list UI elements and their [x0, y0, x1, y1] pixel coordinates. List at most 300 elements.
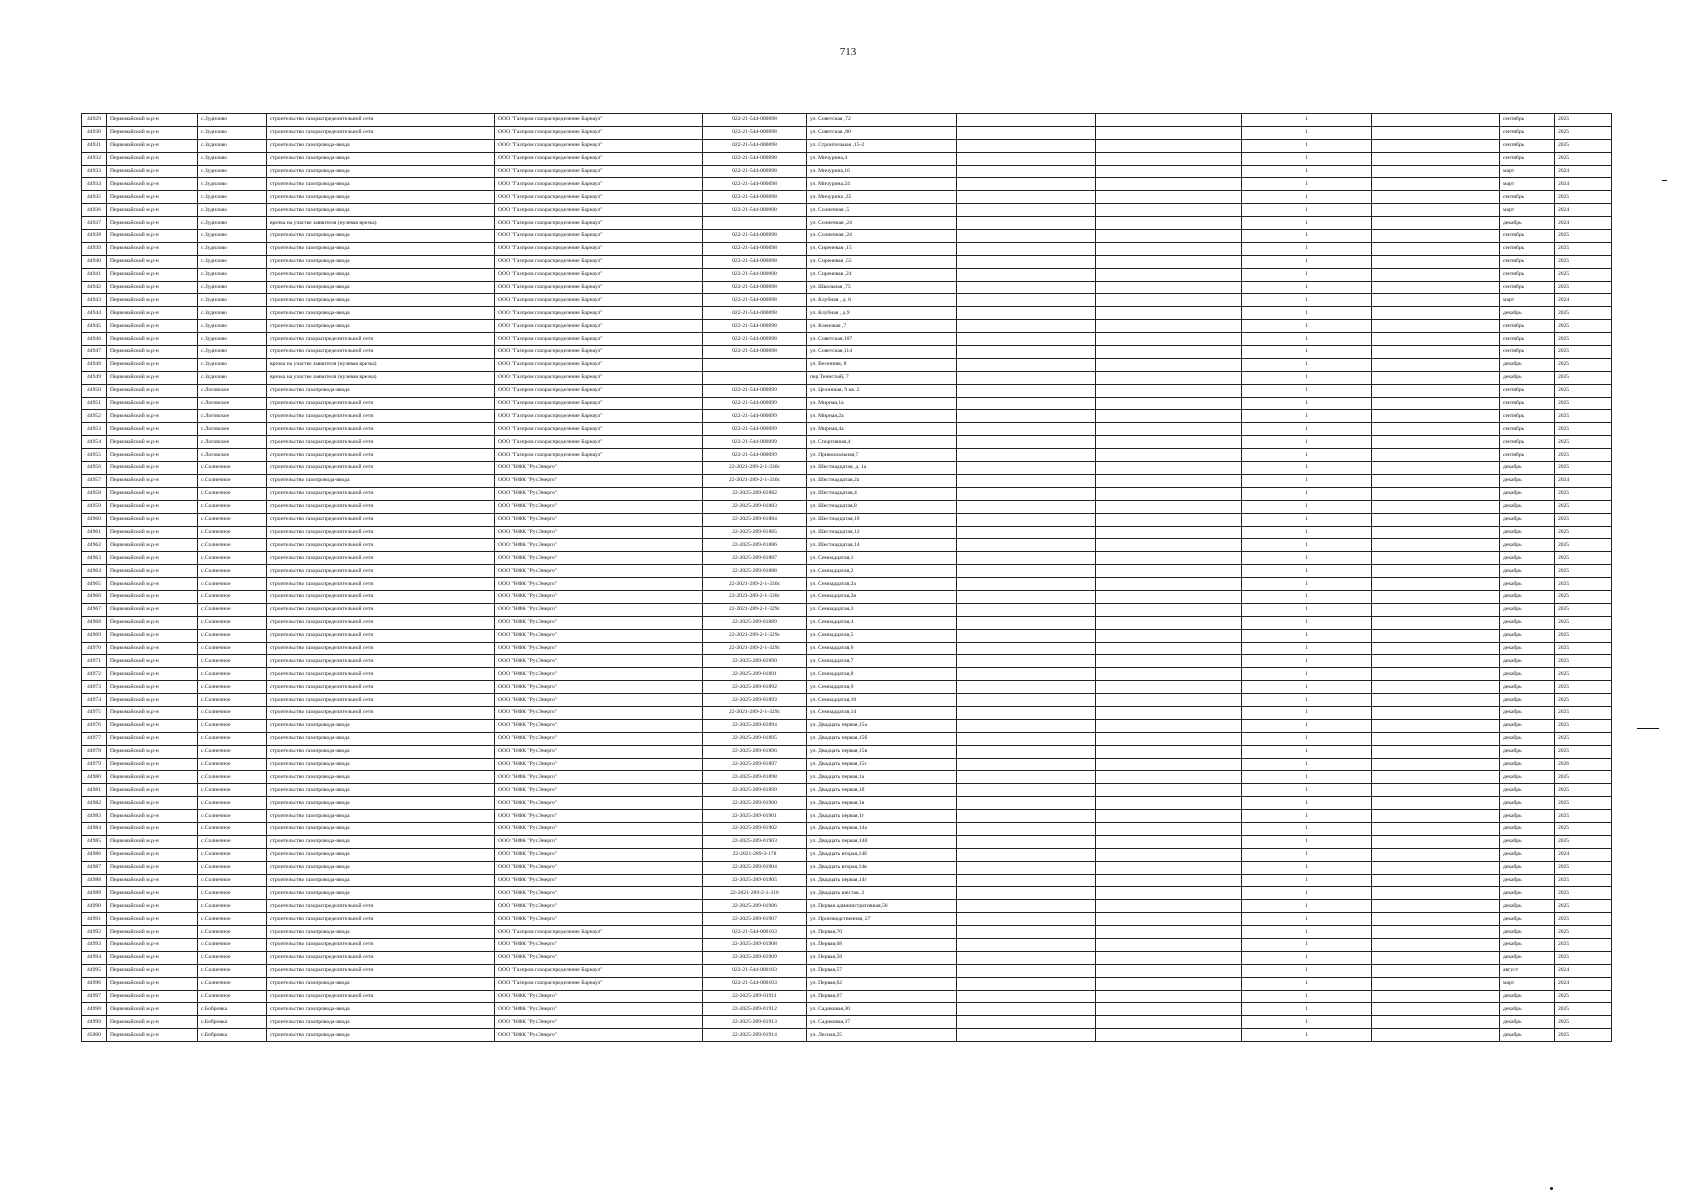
table-row [82, 745, 1612, 758]
cell-month: декабрь [1500, 513, 1555, 526]
cell-district: Первомайский м.р-н [107, 526, 198, 539]
cell-empty1 [957, 358, 1096, 371]
cell-district: Первомайский м.р-н [107, 926, 198, 939]
cell-organization: ООО "НФК "РусЭнерго" [495, 990, 703, 1003]
cell-qty: 1 [1242, 1016, 1372, 1029]
cell-empty2 [1096, 500, 1242, 513]
cell-qty: 1 [1242, 603, 1372, 616]
cell-address: ул. Семнадцатая,10 [807, 694, 957, 707]
cell-district: Первомайский м.р-н [107, 462, 198, 475]
table-row [82, 397, 1612, 410]
cell-empty1 [957, 204, 1096, 217]
cell-empty2 [1096, 603, 1242, 616]
table-row [82, 874, 1612, 887]
cell-district: Первомайский м.р-н [107, 114, 198, 127]
cell-empty3 [1372, 397, 1500, 410]
cell-locality: с.Солнечное [198, 603, 267, 616]
cell-year: 2025 [1555, 719, 1612, 732]
cell-permit: 022-21-544-000099 [703, 436, 807, 449]
cell-empty3 [1372, 913, 1500, 926]
cell-address: ул. Семнадцатая,4 [807, 616, 957, 629]
cell-district: Первомайский м.р-н [107, 165, 198, 178]
cell-num: 44935 [82, 191, 107, 204]
cell-year: 2025 [1555, 371, 1612, 384]
cell-empty1 [957, 913, 1096, 926]
cell-month: декабрь [1500, 668, 1555, 681]
cell-district: Первомайский м.р-н [107, 204, 198, 217]
cell-locality: с.Зудилово [198, 217, 267, 230]
cell-empty2 [1096, 861, 1242, 874]
table-row [82, 964, 1612, 977]
cell-num: 44930 [82, 126, 107, 139]
cell-locality: с.Зудилово [198, 230, 267, 243]
cell-month: декабрь [1500, 358, 1555, 371]
cell-month: сентябрь [1500, 346, 1555, 359]
cell-organization: ООО "НФК "РусЭнерго" [495, 629, 703, 642]
table-row [82, 474, 1612, 487]
cell-empty2 [1096, 552, 1242, 565]
cell-organization: ООО "НФК "РусЭнерго" [495, 835, 703, 848]
cell-empty1 [957, 848, 1096, 861]
cell-month: декабрь [1500, 732, 1555, 745]
cell-work: строительство газораспределительной сети [267, 964, 495, 977]
cell-empty1 [957, 178, 1096, 191]
table-row [82, 629, 1612, 642]
cell-organization: ООО "НФК "РусЭнерго" [495, 939, 703, 952]
cell-locality: с.Зудилово [198, 255, 267, 268]
cell-empty3 [1372, 114, 1500, 127]
cell-work: строительство газораспределительной сети [267, 629, 495, 642]
cell-num: 44988 [82, 874, 107, 887]
cell-work: строительство газопровода-ввода [267, 848, 495, 861]
cell-address: ул. Первая,62 [807, 977, 957, 990]
cell-work: строительство газопровода-ввода [267, 178, 495, 191]
cell-qty: 1 [1242, 217, 1372, 230]
cell-month: декабрь [1500, 951, 1555, 964]
cell-month: сентябрь [1500, 449, 1555, 462]
table-row [82, 990, 1612, 1003]
cell-month: декабрь [1500, 913, 1555, 926]
cell-year: 2025 [1555, 358, 1612, 371]
cell-month: декабрь [1500, 745, 1555, 758]
cell-locality: с.Солнечное [198, 719, 267, 732]
cell-month: сентябрь [1500, 114, 1555, 127]
cell-empty2 [1096, 358, 1242, 371]
table-row [82, 900, 1612, 913]
cell-month: сентябрь [1500, 255, 1555, 268]
cell-num: 44939 [82, 242, 107, 255]
cell-num: 44968 [82, 616, 107, 629]
cell-num: 45000 [82, 1029, 107, 1042]
cell-num: 44932 [82, 152, 107, 165]
cell-empty1 [957, 732, 1096, 745]
cell-permit: 022-21-544-000098 [703, 152, 807, 165]
cell-address: ул. Двадцать первая,15а [807, 719, 957, 732]
cell-work: строительство газораспределительной сети [267, 397, 495, 410]
cell-organization: ООО "Газпром газораспределение Барнаул" [495, 178, 703, 191]
cell-work: строительство газопровода-ввода [267, 1003, 495, 1016]
cell-work: строительство газопровода-ввода [267, 320, 495, 333]
cell-empty1 [957, 217, 1096, 230]
cell-district: Первомайский м.р-н [107, 139, 198, 152]
cell-qty: 1 [1242, 745, 1372, 758]
cell-empty1 [957, 1003, 1096, 1016]
cell-address: ул. Двадцать первая,1б [807, 784, 957, 797]
cell-organization: ООО "Газпром газораспределение Барнаул" [495, 294, 703, 307]
cell-address: ул. Двадцать первая,15в [807, 745, 957, 758]
cell-num: 44929 [82, 114, 107, 127]
cell-permit: 022-21-544-000098 [703, 139, 807, 152]
cell-num: 44947 [82, 346, 107, 359]
cell-work: строительство газопровода-ввода [267, 771, 495, 784]
cell-empty3 [1372, 1016, 1500, 1029]
cell-locality: с.Солнечное [198, 861, 267, 874]
cell-num: 44987 [82, 861, 107, 874]
table-row [82, 797, 1612, 810]
cell-empty3 [1372, 333, 1500, 346]
cell-locality: с.Солнечное [198, 732, 267, 745]
table-row [82, 436, 1612, 449]
cell-organization: ООО "НФК "РусЭнерго" [495, 616, 703, 629]
cell-address: ул. Сиреневая ,24 [807, 268, 957, 281]
cell-empty3 [1372, 719, 1500, 732]
cell-organization: ООО "НФК "РусЭнерго" [495, 822, 703, 835]
cell-locality: с.Солнечное [198, 887, 267, 900]
cell-locality: с.Логовское [198, 423, 267, 436]
cell-num: 44972 [82, 668, 107, 681]
cell-permit: 22-2025-289-01913 [703, 1016, 807, 1029]
cell-empty3 [1372, 758, 1500, 771]
table-row [82, 694, 1612, 707]
cell-permit: 22-2021-289-2-1-329с [703, 706, 807, 719]
cell-organization: ООО "Газпром газораспределение Барнаул" [495, 204, 703, 217]
cell-empty1 [957, 474, 1096, 487]
cell-address: ул. Семнадцатая,2в [807, 590, 957, 603]
cell-address: ул. Солнечная ,24 [807, 217, 957, 230]
cell-locality: с.Логовское [198, 436, 267, 449]
cell-address: ул. Двадцать первая,1а [807, 771, 957, 784]
cell-work: строительство газораспределительной сети [267, 900, 495, 913]
cell-locality: с.Солнечное [198, 835, 267, 848]
cell-organization: ООО "Газпром газораспределение Барнаул" [495, 165, 703, 178]
cell-empty2 [1096, 114, 1242, 127]
cell-empty3 [1372, 242, 1500, 255]
cell-empty2 [1096, 681, 1242, 694]
cell-organization: ООО "Газпром газораспределение Барнаул" [495, 230, 703, 243]
cell-empty1 [957, 990, 1096, 1003]
cell-district: Первомайский м.р-н [107, 784, 198, 797]
cell-work: строительство газораспределительной сети [267, 951, 495, 964]
cell-qty: 1 [1242, 642, 1372, 655]
cell-locality: с.Зудилово [198, 333, 267, 346]
cell-permit: 22-2021-289-2-1-329с [703, 603, 807, 616]
cell-locality: с.Солнечное [198, 694, 267, 707]
cell-work: врезка на участке заявителя (нулевая врезка) [267, 217, 495, 230]
table-row [82, 371, 1612, 384]
cell-empty3 [1372, 139, 1500, 152]
cell-organization: ООО "НФК "РусЭнерго" [495, 487, 703, 500]
cell-organization: ООО "Газпром газораспределение Барнаул" [495, 320, 703, 333]
cell-permit: 022-21-544-000098 [703, 268, 807, 281]
cell-qty: 1 [1242, 900, 1372, 913]
cell-permit: 022-21-544-000098 [703, 126, 807, 139]
cell-permit: 022-21-544-000098 [703, 242, 807, 255]
cell-qty: 1 [1242, 449, 1372, 462]
cell-empty3 [1372, 939, 1500, 952]
cell-qty: 1 [1242, 758, 1372, 771]
cell-empty1 [957, 745, 1096, 758]
cell-address: ул. Двадцать первая,1г [807, 810, 957, 823]
cell-qty: 1 [1242, 977, 1372, 990]
cell-empty3 [1372, 526, 1500, 539]
cell-month: декабрь [1500, 578, 1555, 591]
cell-organization: ООО "НФК "РусЭнерго" [495, 732, 703, 745]
cell-work: строительство газораспределительной сети [267, 462, 495, 475]
cell-month: декабрь [1500, 926, 1555, 939]
cell-locality: с.Зудилово [198, 242, 267, 255]
cell-permit: 22-2025-289-01888 [703, 565, 807, 578]
cell-num: 44931 [82, 139, 107, 152]
cell-district: Первомайский м.р-н [107, 822, 198, 835]
cell-empty1 [957, 900, 1096, 913]
cell-empty3 [1372, 346, 1500, 359]
cell-qty: 1 [1242, 926, 1372, 939]
cell-district: Первомайский м.р-н [107, 861, 198, 874]
cell-qty: 1 [1242, 771, 1372, 784]
cell-empty1 [957, 346, 1096, 359]
cell-locality: с.Солнечное [198, 810, 267, 823]
cell-year: 2025 [1555, 681, 1612, 694]
cell-empty2 [1096, 462, 1242, 475]
cell-year: 2026 [1555, 758, 1612, 771]
cell-locality: с.Солнечное [198, 797, 267, 810]
registry-body [82, 114, 1612, 1042]
cell-year: 2025 [1555, 139, 1612, 152]
cell-district: Первомайский м.р-н [107, 217, 198, 230]
cell-empty3 [1372, 861, 1500, 874]
cell-month: декабрь [1500, 655, 1555, 668]
cell-empty3 [1372, 539, 1500, 552]
cell-year: 2024 [1555, 848, 1612, 861]
cell-year: 2025 [1555, 990, 1612, 1003]
cell-year: 2025 [1555, 410, 1612, 423]
cell-district: Первомайский м.р-н [107, 423, 198, 436]
cell-district: Первомайский м.р-н [107, 449, 198, 462]
cell-locality: с.Солнечное [198, 642, 267, 655]
cell-qty: 1 [1242, 913, 1372, 926]
cell-empty3 [1372, 281, 1500, 294]
cell-district: Первомайский м.р-н [107, 603, 198, 616]
cell-month: декабрь [1500, 810, 1555, 823]
cell-work: строительство газопровода-ввода [267, 758, 495, 771]
cell-num: 44982 [82, 797, 107, 810]
cell-qty: 1 [1242, 423, 1372, 436]
cell-organization: ООО "Газпром газораспределение Барнаул" [495, 217, 703, 230]
cell-empty1 [957, 139, 1096, 152]
cell-organization: ООО "Газпром газораспределение Барнаул" [495, 255, 703, 268]
cell-address: ул. Мичурина,16 [807, 165, 957, 178]
cell-month: сентябрь [1500, 242, 1555, 255]
cell-district: Первомайский м.р-н [107, 178, 198, 191]
cell-address: ул. Строительная ,15-2 [807, 139, 957, 152]
cell-address: ул. Первая,57 [807, 964, 957, 977]
cell-district: Первомайский м.р-н [107, 513, 198, 526]
cell-empty1 [957, 681, 1096, 694]
table-row [82, 500, 1612, 513]
cell-locality: с.Зудилово [198, 204, 267, 217]
cell-num: 44957 [82, 474, 107, 487]
cell-empty1 [957, 487, 1096, 500]
cell-district: Первомайский м.р-н [107, 900, 198, 913]
table-row [82, 655, 1612, 668]
cell-year: 2025 [1555, 603, 1612, 616]
cell-permit: 22-2025-289-01909 [703, 951, 807, 964]
cell-permit: 22-2025-289-01892 [703, 681, 807, 694]
cell-year: 2025 [1555, 191, 1612, 204]
cell-organization: ООО "Газпром газораспределение Барнаул" [495, 436, 703, 449]
cell-month: декабрь [1500, 1016, 1555, 1029]
cell-district: Первомайский м.р-н [107, 810, 198, 823]
cell-work: строительство газораспределительной сети [267, 539, 495, 552]
cell-empty1 [957, 565, 1096, 578]
table-row [82, 191, 1612, 204]
cell-empty1 [957, 1029, 1096, 1042]
cell-empty3 [1372, 848, 1500, 861]
cell-empty1 [957, 694, 1096, 707]
cell-organization: ООО "НФК "РусЭнерго" [495, 900, 703, 913]
cell-permit: 022-21-544-000099 [703, 384, 807, 397]
cell-permit: 22-2025-289-01896 [703, 745, 807, 758]
cell-empty3 [1372, 410, 1500, 423]
table-row [82, 126, 1612, 139]
cell-locality: с.Солнечное [198, 771, 267, 784]
cell-year: 2024 [1555, 964, 1612, 977]
cell-district: Первомайский м.р-н [107, 642, 198, 655]
cell-permit: 022-21-544-000103 [703, 964, 807, 977]
cell-locality: с.Солнечное [198, 874, 267, 887]
cell-empty1 [957, 320, 1096, 333]
cell-permit: 022-21-544-000103 [703, 926, 807, 939]
cell-work: строительство газопровода-ввода [267, 732, 495, 745]
cell-qty: 1 [1242, 500, 1372, 513]
cell-district: Первомайский м.р-н [107, 281, 198, 294]
cell-empty2 [1096, 126, 1242, 139]
cell-empty2 [1096, 526, 1242, 539]
cell-address: ул. Двадцать первая,14б [807, 835, 957, 848]
table-row [82, 758, 1612, 771]
cell-qty: 1 [1242, 333, 1372, 346]
cell-qty: 1 [1242, 951, 1372, 964]
cell-num: 44941 [82, 268, 107, 281]
cell-num: 44983 [82, 810, 107, 823]
cell-empty1 [957, 114, 1096, 127]
cell-district: Первомайский м.р-н [107, 681, 198, 694]
cell-organization: ООО "НФК "РусЭнерго" [495, 590, 703, 603]
cell-address: ул. Семнадцатая,6 [807, 642, 957, 655]
cell-qty: 1 [1242, 616, 1372, 629]
cell-empty2 [1096, 152, 1242, 165]
cell-empty2 [1096, 951, 1242, 964]
cell-empty2 [1096, 990, 1242, 1003]
cell-month: сентябрь [1500, 139, 1555, 152]
cell-qty: 1 [1242, 281, 1372, 294]
cell-address: ул. Советская ,72 [807, 114, 957, 127]
cell-year: 2025 [1555, 616, 1612, 629]
cell-locality: с.Солнечное [198, 900, 267, 913]
table-row [82, 603, 1612, 616]
cell-qty: 1 [1242, 358, 1372, 371]
table-row [82, 578, 1612, 591]
cell-address: ул. Двадцать первая,15б [807, 732, 957, 745]
cell-empty2 [1096, 384, 1242, 397]
cell-qty: 1 [1242, 410, 1372, 423]
cell-organization: ООО "Газпром газораспределение Барнаул" [495, 242, 703, 255]
cell-district: Первомайский м.р-н [107, 1016, 198, 1029]
cell-year: 2025 [1555, 951, 1612, 964]
cell-permit: 22-2021-289-2-1-330с [703, 474, 807, 487]
cell-empty2 [1096, 913, 1242, 926]
cell-work: строительство газопровода-ввода [267, 255, 495, 268]
cell-address: ул. Первая,67 [807, 990, 957, 1003]
cell-empty3 [1372, 926, 1500, 939]
cell-empty2 [1096, 706, 1242, 719]
cell-locality: с.Солнечное [198, 629, 267, 642]
cell-year: 2025 [1555, 539, 1612, 552]
cell-work: строительство газораспределительной сети [267, 694, 495, 707]
cell-month: декабрь [1500, 822, 1555, 835]
cell-work: строительство газопровода-ввода [267, 861, 495, 874]
cell-year: 2025 [1555, 126, 1612, 139]
cell-address: ул. Производственная, 27 [807, 913, 957, 926]
cell-month: август [1500, 964, 1555, 977]
cell-locality: с.Солнечное [198, 655, 267, 668]
cell-work: строительство газораспределительной сети [267, 655, 495, 668]
cell-qty: 1 [1242, 835, 1372, 848]
cell-empty3 [1372, 951, 1500, 964]
cell-permit: 22-2025-289-01884 [703, 513, 807, 526]
cell-qty: 1 [1242, 114, 1372, 127]
cell-empty3 [1372, 436, 1500, 449]
cell-empty2 [1096, 178, 1242, 191]
cell-empty2 [1096, 397, 1242, 410]
table-row [82, 1016, 1612, 1029]
cell-locality: с.Зудилово [198, 191, 267, 204]
cell-organization: ООО "НФК "РусЭнерго" [495, 784, 703, 797]
cell-qty: 1 [1242, 178, 1372, 191]
cell-month: декабрь [1500, 629, 1555, 642]
cell-address: ул. Мирная,4а [807, 423, 957, 436]
cell-num: 44959 [82, 500, 107, 513]
cell-num: 44980 [82, 771, 107, 784]
cell-work: строительство газопровода-ввода [267, 268, 495, 281]
cell-qty: 1 [1242, 797, 1372, 810]
cell-empty1 [957, 500, 1096, 513]
cell-month: сентябрь [1500, 423, 1555, 436]
cell-year: 2025 [1555, 913, 1612, 926]
cell-qty: 1 [1242, 268, 1372, 281]
cell-qty: 1 [1242, 1003, 1372, 1016]
cell-permit: 22-2025-289-01904 [703, 861, 807, 874]
cell-qty: 1 [1242, 462, 1372, 475]
cell-work: строительство газораспределительной сети [267, 423, 495, 436]
cell-permit: 22-2025-289-01894 [703, 719, 807, 732]
cell-address: ул. Шестнадцатая,2а [807, 474, 957, 487]
cell-empty2 [1096, 487, 1242, 500]
cell-month: март [1500, 204, 1555, 217]
cell-work: строительство газораспределительной сети [267, 668, 495, 681]
cell-empty2 [1096, 810, 1242, 823]
cell-qty: 1 [1242, 964, 1372, 977]
